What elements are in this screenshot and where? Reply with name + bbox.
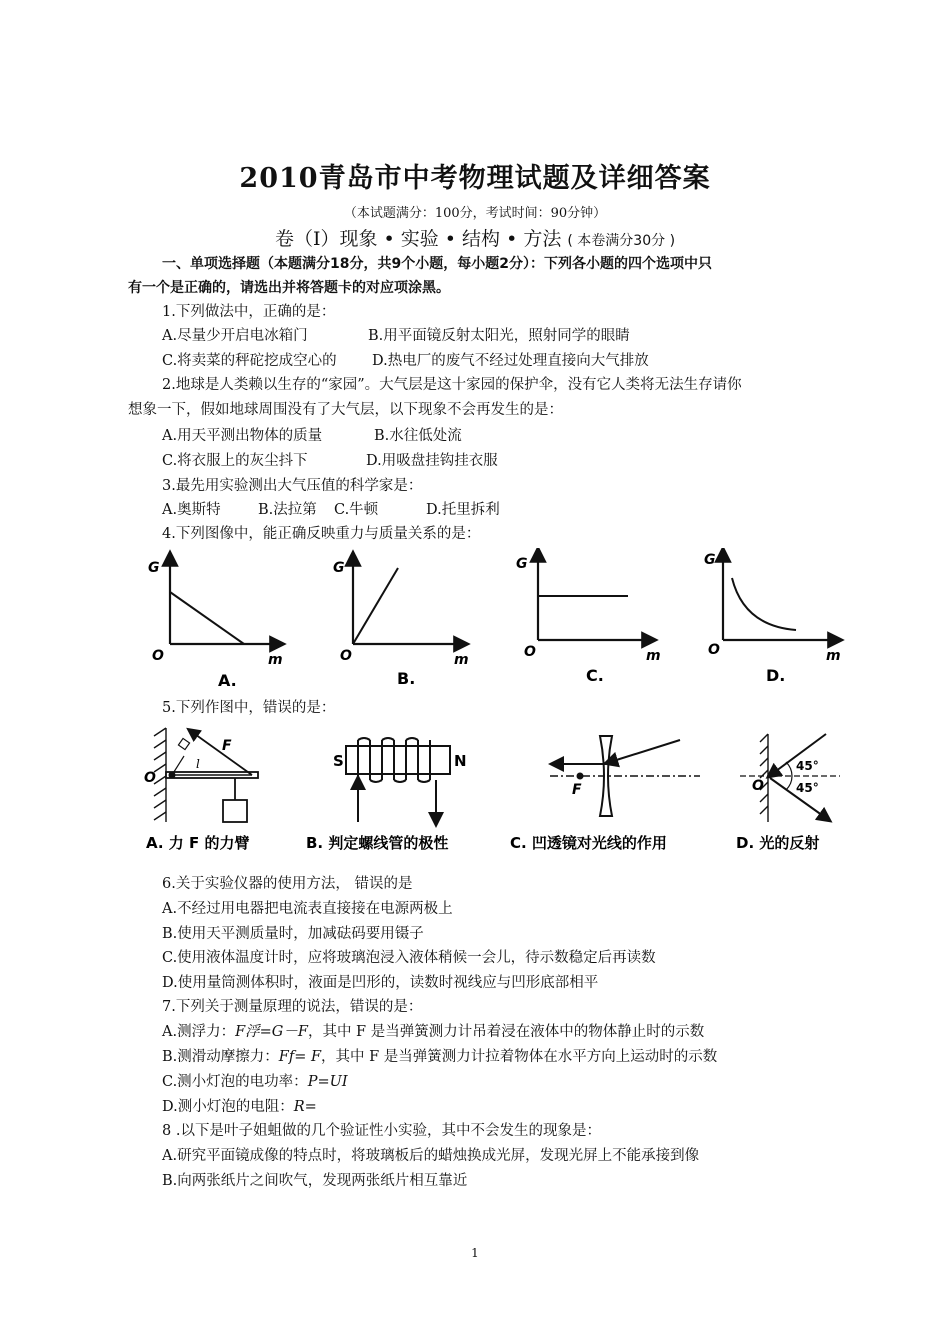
- q5-fig-d: [740, 734, 840, 822]
- q5-fig-c: [550, 736, 700, 816]
- q3-option-b: B.法拉第: [258, 502, 317, 518]
- q2-stem-line1: 2.地球是人类赖以生存的“家园”。大气层是这十家园的保护伞，没有它人类将无法生存请你: [162, 377, 742, 393]
- q7-b-prefix: B.测滑动摩擦力：: [162, 1049, 279, 1065]
- q7-option-a: [162, 1022, 882, 1042]
- q5-b-north-label: N: [454, 752, 467, 770]
- q5-caption-c: C. 凹透镜对光线的作用: [510, 834, 667, 852]
- q5-stem: 5.下列作图中，错误的是：: [162, 700, 336, 716]
- q6-option-b: B.使用天平测质量时，加减砝码要用镊子: [162, 926, 424, 942]
- q2-option-a: A.用天平测出物体的质量: [162, 428, 323, 444]
- q7-option-c: [162, 1072, 882, 1092]
- q5-a-arm-label: l: [196, 757, 200, 771]
- q4-label-b: B.: [397, 669, 416, 688]
- q2-options-row2: [162, 451, 882, 471]
- q4-a-axis-x: m: [268, 652, 283, 668]
- q6-option-c: C.使用液体温度计时，应将玻璃泡浸入液体稍候一会儿，待示数稳定后再读数: [162, 950, 656, 966]
- q4-graph-c: [516, 554, 661, 685]
- q5-d-angle1-label: 45°: [796, 759, 819, 773]
- q3-option-c: C.牛顿: [334, 502, 379, 518]
- q1-stem: 1.下列做法中，正确的是：: [162, 304, 336, 320]
- q7-a-prefix: A.测浮力：: [162, 1024, 236, 1040]
- q2-stem-line2: 想象一下，假如地球周围没有了大气层，以下现象不会再发生的是：: [128, 402, 563, 418]
- q8-stem: 8 .以下是叶子姐蛆做的几个验证性小实验，其中不会发生的现象是：: [162, 1123, 601, 1139]
- q6-option-a: A.不经过用电器把电流表直接接在电源两极上: [162, 901, 453, 917]
- q1-option-d: D.热电厂的废气不经过处理直接向大气排放: [372, 353, 649, 369]
- q7-d-prefix: D.测小灯泡的电阻：: [162, 1099, 294, 1115]
- q4-a-axis-y: G: [148, 560, 160, 576]
- q5-fig-b: [333, 738, 467, 822]
- q7-b-formula: Ff= F: [278, 1049, 322, 1065]
- q5-a-force-label: F: [222, 738, 232, 754]
- q4-graph-a: [148, 558, 283, 690]
- q4-label-a: A.: [218, 671, 237, 690]
- page-subtitle: （本试题满分：100分，考试时间：90分钟）: [343, 206, 607, 221]
- q5-caption-d: D. 光的反射: [736, 834, 820, 852]
- q2-option-d: D.用吸盘挂钩挂衣服: [366, 453, 498, 469]
- q4-graph-d: [704, 552, 841, 685]
- q4-d-axis-y: G: [704, 552, 716, 568]
- q6-option-d: D.使用量筒测体积时，液面是凹形的，读数时视线应与凹形底部相平: [162, 975, 599, 991]
- instructions-line2: 有一个是正确的，请选出并将答题卡的对应项涂黑。: [128, 280, 450, 296]
- q4-graph-b: [333, 558, 469, 688]
- section-note: ( 本卷满分30分 ): [567, 233, 676, 249]
- q4-c-axis-x: m: [646, 648, 661, 664]
- q7-c-prefix: C.测小灯泡的电功率：: [162, 1074, 308, 1090]
- q4-b-origin: O: [340, 648, 352, 664]
- q1-options-row1: [162, 326, 882, 346]
- q4-d-axis-x: m: [826, 648, 841, 664]
- q7-option-d: [162, 1097, 882, 1117]
- q5-caption-b: B. 判定螺线管的极性: [306, 834, 449, 852]
- q4-label-d: D.: [766, 666, 786, 685]
- q1-options-row2: [162, 351, 882, 371]
- q6-stem: 6.关于实验仪器的使用方法， 错误的是: [162, 876, 413, 892]
- q7-d-formula: R=: [293, 1099, 317, 1115]
- q2-options-row1: [162, 426, 882, 446]
- q5-fig-a: [144, 728, 258, 822]
- section-main: 卷（I）现象 • 实验 • 结构 • 方法: [274, 228, 562, 250]
- q5-c-focus-label: F: [572, 782, 582, 798]
- q2-option-b: B.水往低处流: [374, 428, 462, 444]
- q5-a-pivot-label: O: [144, 770, 156, 786]
- q3-options: [162, 500, 882, 520]
- q7-c-formula: P=UI: [307, 1074, 348, 1090]
- instructions-line1: 一、单项选择题（本题满分18分，共9个小题，每小题2分）：下列各小题的四个选项中只: [162, 256, 712, 272]
- q4-stem: 4.下列图像中，能正确反映重力与质量关系的是：: [162, 526, 481, 542]
- q5-d-pivot-label: O: [752, 778, 764, 794]
- q1-option-a: A.尽量少开启电冰箱门: [162, 328, 308, 344]
- q7-a-formula: F浮=G－F: [235, 1024, 308, 1040]
- q4-c-axis-y: G: [516, 556, 528, 572]
- q7-a-suffix: ，其中 F 是当弹簧测力计吊着浸在液体中的物体静止时的示数: [307, 1024, 705, 1040]
- q1-option-c: C.将卖菜的秤砣挖成空心的: [162, 353, 337, 369]
- q5-caption-a: A. 力 F 的力臂: [146, 834, 250, 852]
- q5-d-angle2-label: 45°: [796, 781, 819, 795]
- q5-b-south-label: S: [333, 752, 344, 770]
- q8-option-a: A.研究平面镜成像的特点时，将玻璃板后的蜡烛换成光屏，发现光屏上不能承接到像: [162, 1148, 700, 1164]
- q3-option-d: D.托里拆利: [426, 502, 500, 518]
- q4-d-origin: O: [708, 642, 720, 658]
- q4-a-origin: O: [152, 648, 164, 664]
- q3-option-a: A.奥斯特: [162, 502, 221, 518]
- q4-c-origin: O: [524, 644, 536, 660]
- q7-b-suffix: ，其中 F 是当弹簧测力计拉着物体在水平方向上运动时的示数: [321, 1049, 718, 1065]
- q4-graphs: [140, 548, 860, 694]
- page-title: 2010青岛市中考物理试题及详细答案: [239, 163, 711, 194]
- q7-option-b: [162, 1047, 882, 1067]
- q7-stem: 7.下列关于测量原理的说法，错误的是：: [162, 999, 423, 1015]
- q8-option-b: B.向两张纸片之间吹气，发现两张纸片相互靠近: [162, 1173, 468, 1189]
- q1-option-b: B.用平面镜反射太阳光，照射同学的眼睛: [368, 328, 630, 344]
- page-number: 1: [471, 1246, 479, 1260]
- q2-option-c: C.将衣服上的灰尘抖下: [162, 453, 308, 469]
- q3-stem: 3.最先用实验测出大气压值的科学家是：: [162, 478, 423, 494]
- q4-b-axis-x: m: [454, 652, 469, 668]
- section-heading: [0, 224, 950, 251]
- q4-b-axis-y: G: [333, 560, 345, 576]
- q4-label-c: C.: [586, 666, 604, 685]
- q5-figures: [140, 722, 860, 856]
